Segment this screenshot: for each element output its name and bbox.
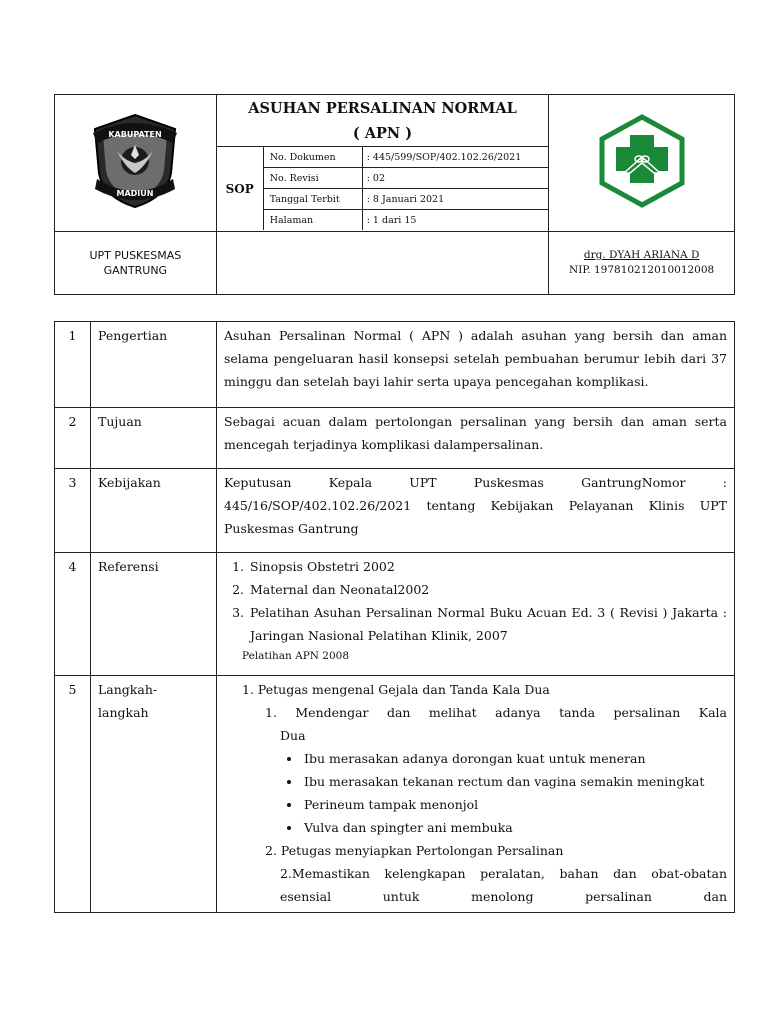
row-content: Asuhan Persalinan Normal ( APN ) adalah asuhan yang bersih dan aman selama pengeluaran hasil konsepsi setelah pembuahan berumur lebih dari 37 minggu dan setelah bayi lahir serta upaya pencegahan komplikasi.: [217, 322, 735, 408]
step-heading: 1. Petugas mengenal Gejala dan Tanda Kala Dua: [242, 682, 550, 697]
row-content: [217, 676, 735, 913]
meta-key-issue-date: Tanggal Terbit: [263, 189, 362, 210]
svg-text:KABUPATEN: KABUPATEN: [108, 130, 162, 139]
row-label: Tujuan: [91, 408, 217, 469]
row-content: [217, 553, 735, 676]
meta-key-revision: No. Revisi: [263, 168, 362, 189]
list-item: 3. Pelatihan Asuhan Persalinan Normal Buku Acuan Ed. 3 ( Revisi ) Jakarta : Jaringan Nasional Pelatihan Klinik, 2007: [248, 601, 727, 647]
signatory-name: drg. DYAH ARIANA D: [583, 249, 700, 261]
table-row: [55, 676, 735, 913]
sop-label: SOP: [217, 147, 264, 231]
list-item: • Ibu merasakan tekanan rectum dan vagina semakin meningkat: [302, 770, 727, 793]
sub-step-continuation: Dua: [280, 728, 306, 743]
svg-text:MADIUN: MADIUN: [116, 189, 154, 198]
list-item: • Perineum tampak menonjol: [302, 793, 727, 816]
organization-cell: [55, 232, 217, 295]
meta-value-issue-date: : 8 Januari 2021: [362, 189, 548, 210]
signatory-nip: NIP. 197810212010012008: [569, 264, 715, 276]
row-label-line-2: langkah: [98, 705, 149, 720]
meta-key-page: Halaman: [263, 210, 362, 231]
title-line-2: ( APN ): [352, 125, 413, 142]
organization-line-1: UPT PUSKESMAS: [89, 249, 182, 262]
row-number: 4: [55, 553, 91, 676]
row-label: Pengertian: [91, 322, 217, 408]
meta-value-revision: : 02: [362, 168, 548, 189]
logo-cell-right: [549, 95, 735, 232]
row-number: 2: [55, 408, 91, 469]
row-number: 5: [55, 676, 91, 913]
row-content: Keputusan Kepala UPT Puskesmas GantrungNomor : 445/16/SOP/402.102.26/2021 tentang Kebijakan Pelayanan Klinis UPT Puskesmas Gantrung: [217, 469, 735, 553]
organization-line-2: GANTRUNG: [103, 264, 168, 277]
list-item: • Vulva dan spingter ani membuka: [302, 816, 727, 839]
signatory-cell: [549, 232, 735, 295]
sub-step: 2.Memastikan kelengkapan peralatan, bahan dan obat-obatan esensial untuk menolong persalinan dan: [280, 866, 727, 904]
row-label: Referensi: [91, 553, 217, 676]
meta-value-page: : 1 dari 15: [362, 210, 548, 231]
row-label: [91, 676, 217, 913]
list-item: 1. Sinopsis Obstetri 2002: [248, 555, 727, 578]
list-item: • Ibu merasakan adanya dorongan kuat untuk meneran: [302, 747, 727, 770]
sop-content-table: [54, 321, 735, 913]
puskesmas-logo-icon: [594, 113, 690, 209]
row-label: Kebijakan: [91, 469, 217, 553]
reference-list: [224, 555, 727, 647]
document-meta-table: [217, 146, 549, 230]
reference-note: Pelatihan APN 2008: [242, 650, 350, 662]
row-number: 1: [55, 322, 91, 408]
document-title: [217, 95, 549, 146]
row-number: 3: [55, 469, 91, 553]
row-content: Sebagai acuan dalam pertolongan persalinan yang bersih dan aman serta mencegah terjadinya komplikasi dalampersalinan.: [217, 408, 735, 469]
row-label-line-1: Langkah-: [98, 682, 158, 697]
table-row: [55, 469, 735, 553]
empty-cell: [216, 232, 549, 295]
table-row: [55, 322, 735, 408]
meta-value-doc-number: : 445/599/SOP/402.102.26/2021: [362, 147, 548, 168]
step-heading: 2. Petugas menyiapkan Pertolongan Persalinan: [265, 843, 564, 858]
sop-header-table: [54, 94, 735, 295]
table-row: [55, 553, 735, 676]
meta-key-doc-number: No. Dokumen: [263, 147, 362, 168]
table-row: [55, 408, 735, 469]
title-cell: [216, 95, 549, 232]
madiun-regency-emblem-icon: [87, 111, 183, 211]
sign-list: [224, 747, 727, 839]
logo-cell-left: [55, 95, 217, 232]
list-item: 2. Maternal dan Neonatal2002: [248, 578, 727, 601]
sub-step: 1. Mendengar dan melihat adanya tanda persalinan Kala: [265, 705, 727, 720]
title-line-1: ASUHAN PERSALINAN NORMAL: [248, 100, 517, 117]
